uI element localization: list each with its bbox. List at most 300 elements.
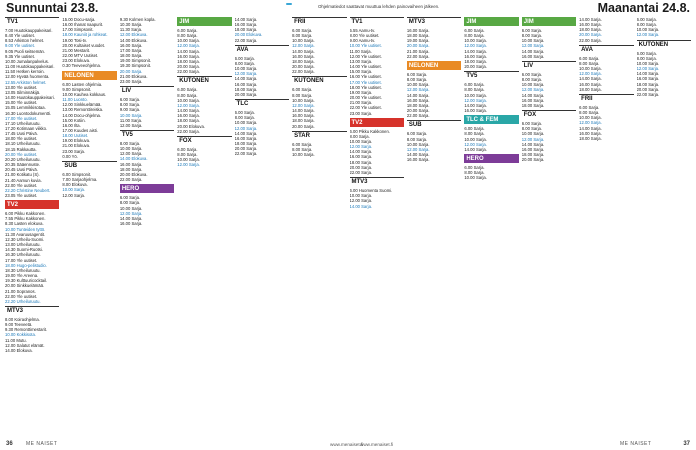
program-listing: 7.00 Huutokauppakeisari. — [5, 28, 53, 33]
program-listing: 18.00 Sarja. — [119, 53, 143, 59]
schedule-badge — [286, 3, 292, 5]
program-listing: 6.00 Sarja. — [636, 50, 657, 56]
program-listing: 8.00 Sarja. — [292, 92, 313, 98]
channel-heading: KUTONEN — [292, 76, 346, 85]
program-listing: 16.00 Ihanat naapurit. — [62, 22, 104, 28]
channel-heading: TV5 — [120, 130, 174, 139]
program-listing: 19.00 Elokuva. — [62, 138, 91, 144]
program-listing: 14.00 Sarja. — [234, 76, 258, 82]
program-listing: 6.00 Sarja. — [406, 131, 428, 137]
program-listing: 10.00 Sarja. — [636, 60, 660, 66]
program-listing: 20.00 Sarja. — [579, 32, 602, 38]
channel-heading: TV2 — [5, 200, 59, 209]
schedule-column — [350, 17, 404, 435]
program-listing: 20.00 Sarja. — [234, 91, 258, 97]
program-listing: 14.00 Sarja. — [579, 125, 602, 131]
program-listing: 8.00 Sarja. — [177, 33, 198, 39]
program-listing: 21.40 Aamun kuvia. — [5, 177, 42, 183]
program-listing: 18.00 Sarja. — [579, 86, 602, 92]
program-listing: 6.00 Sarja. — [579, 104, 600, 110]
program-listing: 21.00 Sopranos. — [5, 288, 36, 294]
program-listing: 12.00 Sarja. — [636, 32, 660, 38]
program-listing: 11.00 Sarja. — [349, 48, 372, 54]
program-listing: 20.00 Sarja. — [406, 43, 430, 49]
brand-left: ME NAISET — [26, 441, 58, 447]
channel-heading: TLC — [235, 99, 289, 108]
program-listing: 18.00 Uutiset. — [62, 133, 89, 139]
site-right: www.menaiset.fi — [360, 442, 394, 447]
program-listing: 8.00 Sarja. — [234, 115, 255, 121]
program-listing: 6.00 Sarja. — [521, 121, 543, 127]
program-listing: 14.00 Huutokauppakeisari. — [5, 95, 55, 101]
program-listing: 17.20 Kotimaan viikko. — [5, 125, 48, 131]
program-listing: 14.00 Sarja. — [292, 108, 315, 114]
program-listing: 18.00 Sarja. — [636, 81, 660, 87]
program-listing: 13.00 Yle uutiset. — [5, 84, 38, 90]
program-listing: 17.00 Kuudes aisti. — [62, 127, 99, 133]
program-listing: 10.00 Sarja. — [464, 175, 487, 181]
schedule-column — [637, 17, 691, 435]
program-listing: 10.00 Sarja. — [579, 66, 602, 72]
program-listing: 16.00 Sarja. — [406, 157, 430, 163]
channel-heading: HERO — [120, 184, 174, 193]
program-listing: 18.00 Sarja. — [292, 58, 315, 64]
program-listing: 10.00 Sarja. — [292, 97, 315, 103]
program-listing: 8.00 Sarja. — [464, 87, 485, 93]
program-listing: 14.00 Sarja. — [349, 149, 373, 155]
schedule-column — [407, 17, 461, 435]
program-listing: 20.45 Uusi Päivä. — [5, 167, 38, 173]
schedule-legend: Ohjelmatiedot saattavat muuttua lehden painovaiheen jälkeen. — [318, 4, 440, 9]
program-listing: 22.20 Urheiluruutu. — [5, 298, 41, 304]
program-listing: 20.00 Sarja. — [292, 64, 315, 70]
program-listing: 8.00 Sarja. — [636, 22, 657, 28]
schedule-column — [5, 17, 59, 435]
program-listing: 11.30 Sarja. — [119, 27, 143, 33]
program-listing: 8.00 Sarja. — [119, 200, 141, 206]
site-left: www.menaiset.fi — [330, 442, 364, 447]
channel-heading: JIM — [464, 17, 518, 26]
program-listing: 17.45 Uusi Päivä. — [5, 131, 38, 137]
program-listing: 18.00 Sarja. — [177, 118, 200, 124]
program-listing: 0.30 Teeveeohjelma. — [62, 63, 101, 69]
program-listing: 16.00 Sarja. — [521, 53, 545, 59]
program-listing: 12.00 Hyvää huomenta. — [5, 74, 50, 80]
program-listing: 19.30 Simpsonit. — [119, 63, 152, 69]
schedule-columns — [5, 17, 691, 435]
program-listing: 12.00 Sarja. — [521, 43, 545, 49]
program-listing: 18.00 Sarja. — [177, 58, 200, 64]
program-listing: 9.30 Remonttimestarit. — [5, 327, 48, 333]
program-listing: 8.00 Elokuva. — [62, 182, 88, 188]
schedule-column — [522, 17, 576, 435]
program-listing: 8.30 Lasten elokuva. — [5, 221, 44, 227]
program-listing: 5.55 Aamu-tv. — [349, 28, 376, 33]
program-listing: 10.00 Jumalanpalvelus. — [5, 58, 49, 64]
program-listing: 10.00 Kauhea kokkaus. — [62, 91, 107, 97]
schedule-column — [579, 17, 633, 435]
program-listing: 16.00 Sarja. — [119, 42, 143, 48]
program-listing: 12.00 Sarja. — [521, 87, 545, 93]
program-listing: 17.10 Urheiluruutu. — [5, 120, 41, 126]
program-listing: 14.00 Sarja. — [521, 141, 545, 147]
program-listing: 6.00 Lasten ohjelmia. — [62, 81, 103, 87]
program-listing: 18.30 Urheiluruutu. — [5, 267, 41, 273]
program-listing: 10.00 Sarja. — [62, 187, 85, 193]
program-listing: 8.00 Sarja. — [521, 77, 543, 83]
channel-heading: FOX — [177, 136, 231, 145]
program-listing: 14.00 Elokuva. — [5, 347, 33, 353]
program-listing: 10.00 Sarja. — [177, 38, 200, 44]
program-listing: 12.00 Sarja. — [234, 71, 258, 77]
program-listing: 14.00 Sarja. — [521, 92, 545, 98]
program-listing: 10.00 Sarja. — [521, 82, 545, 88]
program-listing: 19.00 Sarja. — [406, 38, 430, 44]
program-listing: 18.00 Sarja. — [521, 151, 545, 157]
program-listing: 17.00 Simpsonit. — [62, 27, 94, 33]
program-listing: 8.00 Sarja. — [521, 126, 543, 132]
program-listing: 16.00 Sarja. — [579, 81, 602, 87]
program-listing: 9.05 Puoli seitsemän. — [5, 48, 46, 54]
program-listing: 16.00 Sarja. — [119, 221, 143, 226]
program-listing: 11.50 Hetken kerroin. — [5, 69, 45, 75]
program-listing: 22.20 Christine Neubert. — [5, 187, 51, 193]
channel-heading: LIV — [120, 86, 174, 95]
program-listing: 9.00 Aamu-tv. — [349, 38, 376, 44]
channel-heading: MTV3 — [350, 177, 404, 186]
program-listing: 8.00 Sarja. — [292, 146, 313, 152]
program-listing: 20.00 Elokuva. — [177, 123, 205, 129]
program-listing: 16.00 Sarja. — [119, 161, 143, 167]
program-listing: 10.00 Sarja. — [119, 146, 143, 152]
schedule-column — [62, 17, 116, 435]
program-listing: 14.30 Suomi-Ruotsi. — [5, 247, 43, 253]
program-listing: 12.00 Sarja. — [464, 97, 487, 103]
program-listing: 8.00 Sarja. — [636, 55, 657, 61]
program-listing: 8.00 Sarja. — [234, 60, 255, 66]
program-listing: 14.00 Sarja. — [464, 48, 487, 54]
program-listing: 11.30 Avaruusagentit. — [5, 231, 46, 237]
program-listing: 6.00 Sarja. — [636, 17, 657, 22]
program-listing: 14.00 Sarja. — [292, 48, 315, 54]
program-listing: 16.00 Sarja. — [464, 53, 487, 59]
program-listing: 14.00 Sarja. — [579, 17, 602, 22]
program-listing: 6.00 Sarja. — [119, 195, 141, 201]
program-listing: 9.30 Kolmen kopla. — [119, 17, 156, 22]
program-listing: 12.00 Sarja. — [579, 120, 602, 126]
program-listing: 20.00 Sarja. — [464, 64, 487, 70]
program-listing: 22.00 Sarja. — [177, 128, 200, 134]
program-listing: 17.00 Sarja. — [119, 47, 143, 53]
program-listing: 8.00 Koiraohjelma. — [5, 316, 40, 322]
program-listing: 22.00 MTV Uutiset. — [62, 53, 99, 59]
program-listing: 20.00 Sarja. — [349, 164, 373, 170]
channel-heading: TV1 — [350, 17, 404, 26]
program-listing: 8.00 Sarja. — [349, 133, 370, 139]
channel-heading: MTV3 — [407, 17, 461, 26]
channel-heading: TV1 — [5, 17, 59, 26]
program-listing: 12.00 Sarja. — [119, 122, 143, 128]
program-listing: 6.00 Sarja. — [177, 28, 198, 33]
program-listing: 16.00 Ilta. — [62, 122, 81, 128]
program-listing: 12.00 Sarja. — [579, 71, 602, 77]
brand-right: ME NAISET — [620, 441, 652, 447]
program-listing: 6.00 Sarja. — [464, 82, 485, 88]
program-listing: 23.00 Sarja. — [349, 110, 373, 116]
program-listing: 6.00 Pikku Kakkonen. — [349, 128, 391, 134]
program-listing: 14.00 Sarja. — [464, 102, 487, 108]
program-listing: 18.00 Sarja. — [119, 166, 143, 172]
program-listing: 18.10 Urheiluruutu. — [5, 141, 41, 147]
program-listing: 6.00 Sarja. — [119, 97, 141, 103]
program-listing: 6.00 Sarja. — [521, 28, 543, 33]
program-listing: 6.00 Sarja. — [464, 126, 485, 132]
program-listing: 12.00 Sarja. — [292, 43, 315, 49]
program-listing: 14.00 Yle uutiset. — [349, 64, 382, 70]
channel-heading: FRII — [292, 17, 346, 26]
schedule-column — [235, 17, 289, 435]
program-listing: 10.30 Sarja. — [119, 22, 143, 28]
program-listing: 22.00 Yle uutiset. — [5, 182, 38, 188]
channel-heading: NELONEN — [62, 71, 116, 80]
program-listing: 6.00 Sarja. — [406, 71, 428, 77]
program-listing: 7.00 Sarjaohjelma. — [62, 177, 98, 183]
program-listing: 8.00 Sarja. — [177, 92, 198, 98]
program-listing: 9.00 Teeveetä. — [5, 322, 33, 328]
program-listing: 16.00 Sarja. — [177, 113, 200, 119]
program-listing: 6.00 Sarja. — [464, 164, 485, 170]
program-listing: 8.00 Sarja. — [579, 60, 600, 66]
program-listing: 15.00 Yle uutiset. — [5, 100, 38, 106]
program-listing: 16.00 Sarja. — [349, 154, 373, 160]
program-listing: 16.00 Sarja. — [177, 53, 200, 59]
program-listing: 10.00 Sarja. — [406, 141, 430, 147]
channel-heading: KUTONEN — [177, 76, 231, 85]
program-listing: 18.00 Sarja. — [406, 33, 430, 39]
program-listing: 10.00 Kokkisota. — [5, 332, 36, 338]
program-listing: 20.00 Sarja. — [636, 86, 660, 92]
program-listing: 14.00 Sarja. — [234, 130, 258, 136]
program-listing: 8.00 Sarja. — [464, 33, 485, 39]
program-listing: 20.00 Sarja. — [521, 157, 545, 163]
program-listing: 22.00 Sarja. — [177, 69, 200, 75]
program-listing: 6.00 Sarja. — [579, 55, 600, 61]
program-listing: 18.00 Sarja. — [234, 86, 258, 92]
schedule-column — [120, 17, 174, 435]
program-listing: 20.00 Sinkkuelämää. — [5, 283, 45, 289]
program-listing: 16.30 Urheiluruutu. — [5, 252, 41, 258]
program-listing: 10.00 Sarja. — [636, 27, 660, 33]
program-listing: 20.00 Yle uutiset. — [5, 151, 38, 157]
program-listing: 14.00 Sarja. — [406, 92, 430, 98]
program-listing: 6.00 Simpsonit. — [62, 171, 92, 177]
program-listing: 18.00 Yle uutiset. — [349, 84, 382, 90]
program-listing: 12.55 Arkiston helmet. — [5, 79, 47, 85]
program-listing: 16.00 Sarja. — [521, 146, 545, 152]
program-listing: 8.00 Yle uutiset. — [349, 33, 380, 39]
channel-heading: TV5 — [464, 71, 518, 80]
channel-heading: TV2 — [350, 118, 404, 127]
program-listing: 14.00 Sarja. — [464, 146, 487, 152]
program-listing: 12.00 Sarja. — [177, 102, 200, 108]
program-listing: 18.00 Sarja. — [579, 27, 602, 33]
program-listing: 12.00 Sarja. — [406, 87, 430, 93]
program-listing: 12.00 Elokuva. — [119, 32, 148, 38]
program-listing: 7.55 Pikku Kakkonen. — [5, 216, 46, 222]
program-listing: 10.00 Sarja. — [464, 136, 487, 142]
program-listing: 12.00 Sarja. — [349, 144, 373, 150]
page-footer — [0, 436, 696, 450]
program-listing: 21.00 Sarja. — [349, 100, 373, 106]
program-listing: 16.00 Sarja. — [234, 135, 258, 141]
program-listing: 23.00 Sarja. — [62, 148, 85, 154]
program-listing: 20.35 Sääennuste. — [5, 162, 41, 168]
program-listing: 10.00 Sarja. — [521, 131, 545, 137]
program-listing: 18.00 Sarja. — [579, 135, 602, 141]
program-listing: 9.00 Sarja. — [119, 107, 141, 113]
channel-heading: KUTONEN — [637, 40, 691, 49]
program-listing: 20.20 Urheiluruutu. — [5, 156, 41, 162]
program-listing: 22.00 Sarja. — [406, 53, 430, 59]
program-listing: 13.00 Sarja. — [349, 58, 373, 64]
program-listing: 19.00 Tosi-tv. — [62, 37, 87, 43]
program-listing: 16.00 Sarja. — [464, 108, 487, 114]
program-listing: 8.00 Sarja. — [521, 33, 543, 39]
channel-heading: SUB — [62, 161, 116, 170]
program-listing: 22.00 Yle uutiset. — [349, 105, 382, 111]
program-listing: 18.00 Sarja. — [234, 140, 258, 146]
day-heading-right: Maanantai 24.8. — [597, 1, 690, 15]
program-listing: 10.00 Sarja. — [579, 115, 602, 121]
program-listing: 13.00 Remonttireiska. — [62, 107, 104, 113]
program-listing: 16.00 Sarja. — [579, 22, 602, 28]
schedule-column — [177, 17, 231, 435]
program-listing: 23.05 Yle uutiset. — [5, 193, 38, 198]
channel-heading: TLC & FEM — [464, 115, 518, 124]
program-listing: 16.00 Yle uutiset. — [349, 74, 382, 80]
program-listing: 12.00 Sarja. — [406, 146, 430, 152]
page-number-left: 36 — [6, 441, 13, 447]
program-listing: 9.00 Yle uutiset. — [5, 43, 35, 49]
program-listing: 14.00 Sarja. — [234, 17, 258, 22]
program-listing: 16.00 Sarja. — [636, 76, 660, 82]
program-listing: 12.00 Sarja. — [636, 66, 660, 72]
program-listing: 14.00 Docu-ohjelma. — [62, 112, 102, 118]
program-listing: 8.00 Sarja. — [464, 170, 485, 176]
program-listing: 22.00 Sarja. — [406, 113, 430, 119]
program-listing: 15.00 Docu-sarja. — [62, 17, 96, 22]
program-listing: 10.00 Sarja. — [177, 97, 200, 103]
program-listing: 12.00 Sarja. — [521, 136, 545, 142]
channel-heading: JIM — [177, 17, 231, 26]
program-listing: 11.00 Mutu. — [5, 337, 27, 343]
program-listing: 10.00 Sarja. — [521, 38, 545, 44]
program-listing: 12.00 Sarja. — [62, 192, 85, 198]
program-listing: 8.00 Sarja. — [292, 33, 313, 39]
program-listing: 12.00 Sarja. — [119, 210, 143, 216]
program-listing: 22.00 Yle uutiset. — [5, 293, 38, 299]
program-listing: 14.00 Sarja. — [177, 108, 200, 114]
program-listing: 15.00 Sarja. — [349, 69, 373, 75]
program-listing: 12.00 Salatut elämät. — [5, 342, 45, 348]
channel-heading: SUB — [407, 120, 461, 129]
program-listing: 14.00 Sarja. — [579, 76, 602, 82]
program-listing: 16.00 Sarja. — [292, 53, 315, 59]
program-listing: 10.00 Sarja. — [119, 112, 143, 118]
program-listing: 8.00 Sarja. — [579, 110, 600, 116]
program-listing: 12.00 Sarja. — [177, 43, 200, 49]
program-listing: 13.00 Urheiluruutu. — [5, 242, 41, 248]
program-listing: 8.00 Sarja. — [406, 77, 428, 83]
program-listing: 20.00 Sarja. — [119, 68, 143, 74]
program-listing: 21.00 Elokuva. — [119, 73, 148, 79]
program-listing: 6.00 Sarja. — [234, 110, 255, 116]
program-listing: 6.00 Sarja. — [234, 55, 255, 61]
program-listing: 10.00 Yle uutiset. — [349, 43, 382, 49]
channel-heading: LIV — [522, 61, 576, 70]
program-listing: 10.00 Sarja. — [234, 120, 258, 126]
program-listing: 22.00 Sarja. — [119, 177, 143, 183]
program-listing: 21.00 Mestarit. — [62, 47, 91, 53]
program-listing: 10.00 Sarja. — [292, 38, 315, 44]
program-listing: 12.30 Urheilu-Suomi. — [5, 236, 45, 242]
program-listing: 11.00 Huutokauppakeisari. — [5, 64, 55, 70]
program-listing: 16.00 Sarja. — [406, 28, 430, 33]
program-listing: 22.00 Sarja. — [636, 91, 660, 97]
program-listing: 21.00 Sarja. — [406, 48, 430, 54]
program-listing: 0.00 Yö. — [62, 153, 78, 159]
program-listing: 11.00 Luonto. — [62, 97, 88, 103]
program-listing: 12.00 Sarja. — [292, 102, 315, 108]
program-listing: 22.00 Sarja. — [292, 69, 315, 75]
program-listing: 16.00 Sarja. — [292, 113, 315, 119]
program-listing: 14.00 Sarja. — [119, 215, 143, 221]
program-listing: 8.00 Sarja. — [119, 102, 141, 108]
program-listing: 10.00 Sarja. — [177, 157, 200, 163]
program-listing: 20.00 Sarja. — [177, 64, 200, 70]
program-listing: 10.00 Sarja. — [119, 205, 143, 211]
program-listing: 23.00 Sarja. — [119, 78, 143, 84]
program-listing: 12.00 Sarja. — [119, 151, 143, 157]
program-listing: 14.00 Sarja. — [636, 71, 660, 77]
program-listing: 20.00 Elokuva. — [234, 32, 263, 38]
program-listing: 19.00 Sarja. — [349, 89, 373, 95]
program-listing: 19.00 Simpsonit. — [119, 58, 152, 64]
channel-heading: JIM — [522, 17, 576, 26]
program-listing: 22.00 Sarja. — [579, 37, 602, 43]
program-listing: 12.00 Yle uutiset. — [349, 53, 382, 59]
program-listing: 14.00 Sarja. — [406, 151, 430, 157]
program-listing: 10.00 Sarja. — [464, 38, 487, 44]
program-listing: 10.00 Sarja. — [406, 82, 430, 88]
program-listing: 16.00 Sarja. — [579, 130, 602, 136]
program-listing: 20.00 Yle uutiset. — [349, 95, 382, 101]
program-listing: 6.00 Sarja. — [521, 71, 543, 77]
program-listing: 14.00 Sarja. — [349, 203, 373, 209]
program-listing: 22.00 Sarja. — [349, 169, 373, 175]
schedule-column — [464, 17, 518, 435]
program-listing: 16.00 Sarja. — [234, 81, 258, 87]
program-listing: 6.00 Huomenta Suomi. — [349, 188, 393, 194]
program-listing: 18.00 Sarja. — [521, 102, 545, 108]
channel-heading: AVA — [235, 45, 289, 54]
program-listing: 16.30 Luontodokumentti. — [5, 110, 52, 116]
channel-heading: MTV3 — [5, 306, 59, 315]
schedule-column — [292, 17, 346, 435]
program-listing: 17.00 Yle uutiset. — [349, 79, 382, 85]
program-listing: 8.00 Sarja. — [464, 131, 485, 137]
program-listing: 8.00 Sarja. — [177, 151, 198, 157]
